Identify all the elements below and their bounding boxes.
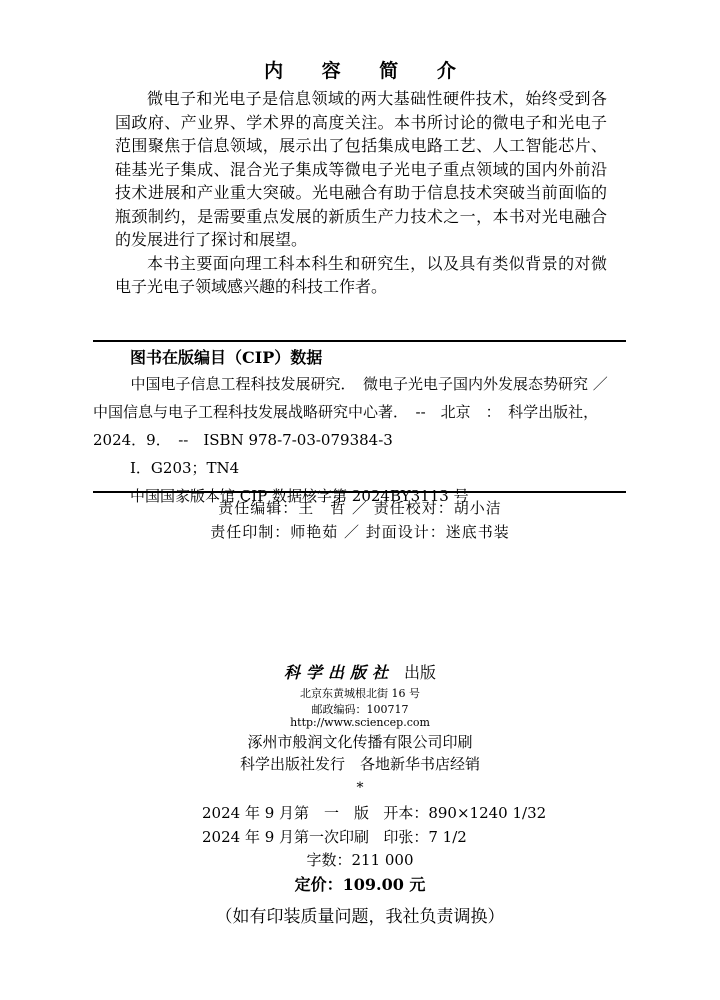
book-format: 开本：890×1240 1/32	[383, 804, 547, 822]
word-count: 字数：211 000	[306, 851, 414, 869]
publisher-address: 北京东黄城根北街 16 号	[300, 687, 420, 700]
price: 定价：109.00 元	[294, 875, 426, 894]
separator-asterisk: *	[356, 780, 364, 796]
printer-line: 涿州市般润文化传播有限公司印刷	[247, 733, 473, 751]
printed-sheets: 印张：7 1/2	[383, 828, 467, 846]
edition-date: 2024 年 9 月第 一 版	[202, 804, 370, 822]
cip-record-number: 中国国家版本馆 CIP 数据核字第 2024BY3113 号	[130, 487, 469, 505]
cip-top-rule	[93, 340, 626, 342]
cip-block	[93, 370, 626, 510]
summary-title: 内 容 简 介	[264, 60, 472, 82]
publisher-line	[0, 660, 720, 683]
summary-paragraph-1: 微电子和光电子是信息领域的两大基础性硬件技术，始终受到各国政府、产业界、学术界的高度关注。本书所讨论的微电子和光电子范围聚焦于信息领域，展示出了包括集成电路工艺、人工智能芯片、硅基光子集成、混合光子集成等微电子光电子重点领域的国内外前沿技术进展和产业重大突破。光电融合有助于信息技术突破当前面临的瓶颈制约，是需要重点发展的新质生产力技术之一，本书对光电融合的发展进行了探讨和展望。	[115, 89, 607, 249]
printing-date: 2024 年 9 月第一次印刷	[202, 828, 370, 846]
credits-editors: 责任编辑：王 哲 ／ 责任校对：胡小洁	[218, 499, 502, 517]
cip-heading: 图书在版编目（CIP）数据	[130, 348, 323, 367]
printing-line	[202, 826, 467, 847]
credits-production: 责任印制：师艳茹 ／ 封面设计：迷底书装	[210, 523, 510, 541]
quality-notice: （如有印装质量问题，我社负责调换）	[215, 907, 505, 927]
cip-bottom-rule	[93, 491, 626, 493]
cip-classification: Ⅰ．G203；TN4	[130, 459, 240, 477]
publisher-website: http://www.sciencep.com	[290, 716, 430, 729]
cip-main-entry: 中国电子信息工程科技发展研究． 微电子光电子国内外发展态势研究 ／ 中国信息与电子工程科技发展战略研究中心著． -- 北京 ： 科学出版社， 2024．9． -- ISBN 978-7-03-079384-3	[93, 375, 608, 449]
summary-body	[115, 87, 607, 299]
summary-paragraph-2: 本书主要面向理工科本科生和研究生，以及具有类似背景的对微电子光电子领域感兴趣的科技工作者。	[115, 253, 607, 296]
distributor-line: 科学出版社发行 各地新华书店经销	[239, 755, 480, 773]
publisher-suffix: 出版	[404, 663, 437, 682]
edition-line	[202, 802, 546, 823]
publisher-postcode: 邮政编码：100717	[311, 703, 409, 716]
publisher-logo-text: 科学出版社	[283, 663, 394, 682]
